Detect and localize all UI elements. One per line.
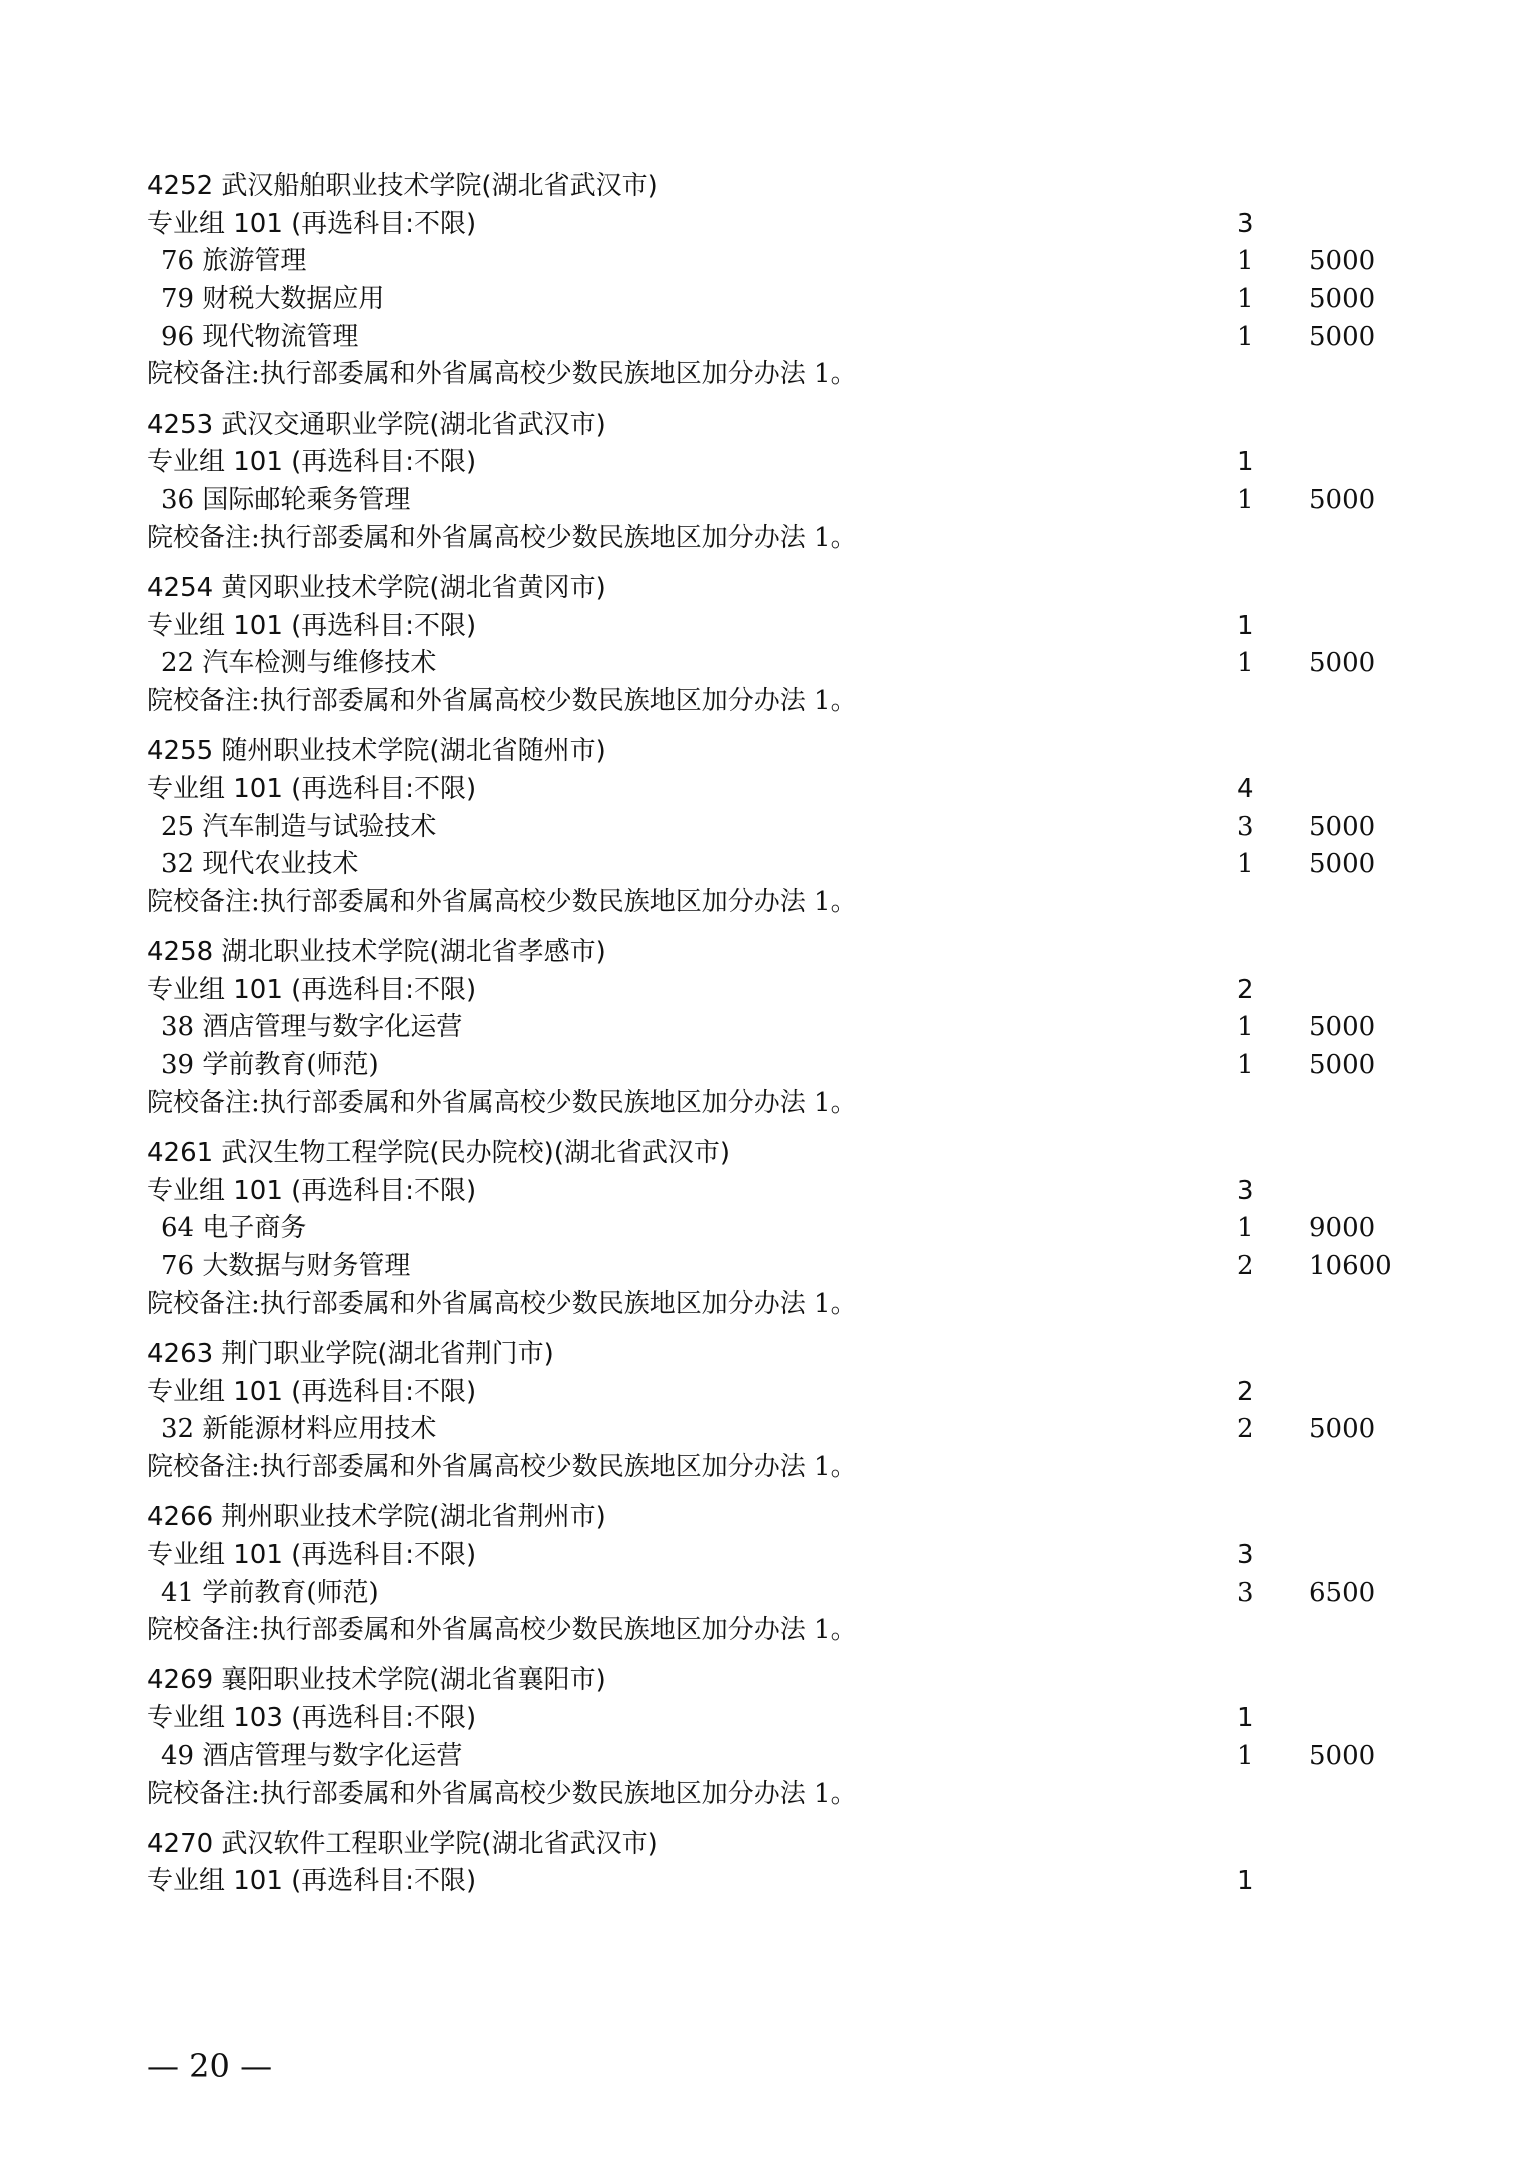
block-spacer: [147, 394, 1397, 407]
major-name: 38 酒店管理与数字化运营: [161, 1012, 463, 1043]
major-plan-count: 1: [1237, 849, 1254, 880]
major-tuition: 5000: [1309, 648, 1376, 679]
group-row: [147, 972, 1397, 1010]
school-header: 4254 黄冈职业技术学院(湖北省黄冈市): [147, 572, 606, 603]
school-header: 4258 湖北职业技术学院(湖北省孝感市): [147, 937, 606, 968]
major-row: [147, 645, 1397, 683]
block-spacer: [147, 721, 1397, 734]
major-tuition: 5000: [1309, 485, 1376, 515]
group-row: [147, 1374, 1397, 1412]
school-block: [147, 407, 1397, 570]
group-label: 专业组 101 (再选科目:不限): [147, 1376, 477, 1407]
group-row: [147, 206, 1397, 244]
group-label: 专业组 101 (再选科目:不限): [147, 1175, 477, 1206]
school-block: [147, 1826, 1397, 1901]
school-note: 院校备注:执行部委属和外省属高校少数民族地区加分办法 1。: [147, 1778, 857, 1809]
major-tuition: 5000: [1309, 811, 1376, 842]
block-spacer: [147, 1323, 1397, 1336]
school-block: [147, 1499, 1397, 1662]
group-label: 专业组 101 (再选科目:不限): [147, 208, 477, 239]
major-name: 64 电子商务: [161, 1213, 307, 1244]
major-row: [147, 809, 1397, 847]
major-tuition: 10600: [1309, 1251, 1392, 1282]
major-plan-count: 1: [1237, 246, 1254, 277]
school-header: 4253 武汉交通职业学院(湖北省武汉市): [147, 409, 606, 440]
school-note: 院校备注:执行部委属和外省属高校少数民族地区加分办法 1。: [147, 1615, 857, 1646]
major-tuition: 6500: [1309, 1577, 1376, 1608]
major-name: 39 学前教育(师范): [161, 1050, 379, 1081]
major-name: 32 现代农业技术: [161, 849, 359, 880]
major-tuition: 5000: [1309, 1740, 1376, 1771]
major-plan-count: 1: [1237, 1050, 1254, 1081]
block-spacer: [147, 922, 1397, 935]
group-total: 3: [1237, 1175, 1254, 1206]
major-plan-count: 2: [1237, 1251, 1254, 1282]
major-name: 22 汽车检测与维修技术: [161, 648, 437, 679]
major-row: [147, 482, 1397, 520]
major-row: [147, 1210, 1397, 1248]
major-tuition: 5000: [1309, 1012, 1376, 1043]
block-spacer: [147, 1123, 1397, 1136]
block-spacer: [147, 1487, 1397, 1500]
school-block: [147, 733, 1397, 934]
major-name: 49 酒店管理与数字化运营: [161, 1740, 463, 1771]
group-label: 专业组 101 (再选科目:不限): [147, 773, 477, 804]
school-note: 院校备注:执行部委属和外省属高校少数民族地区加分办法 1。: [147, 886, 857, 917]
school-block: [147, 1336, 1397, 1499]
school-block: [147, 570, 1397, 733]
school-header: 4266 荆州职业技术学院(湖北省荆州市): [147, 1502, 606, 1533]
enrollment-plan-page: [147, 168, 1397, 1901]
school-header: 4270 武汉软件工程职业学院(湖北省武汉市): [147, 1828, 658, 1859]
group-label: 专业组 101 (再选科目:不限): [147, 1539, 477, 1570]
group-total: 2: [1237, 974, 1254, 1005]
group-total: 4: [1237, 773, 1254, 804]
page-number: — 20 —: [147, 2047, 273, 2085]
major-plan-count: 1: [1237, 1740, 1254, 1771]
major-name: 79 财税大数据应用: [161, 284, 385, 315]
group-label: 专业组 101 (再选科目:不限): [147, 610, 477, 641]
school-header: 4255 随州职业技术学院(湖北省随州市): [147, 736, 606, 767]
major-plan-count: 1: [1237, 485, 1254, 515]
group-total: 1: [1237, 1866, 1254, 1897]
major-tuition: 5000: [1309, 849, 1376, 880]
major-name: 25 汽车制造与试验技术: [161, 811, 437, 842]
major-tuition: 5000: [1309, 1414, 1376, 1445]
block-spacer: [147, 1650, 1397, 1663]
major-row: [147, 1248, 1397, 1286]
major-row: [147, 281, 1397, 319]
major-name: 36 国际邮轮乘务管理: [161, 485, 411, 515]
major-row: [147, 1738, 1397, 1776]
group-label: 专业组 101 (再选科目:不限): [147, 974, 477, 1005]
major-name: 41 学前教育(师范): [161, 1577, 379, 1608]
school-header: 4261 武汉生物工程学院(民办院校)(湖北省武汉市): [147, 1138, 731, 1168]
school-note: 院校备注:执行部委属和外省属高校少数民族地区加分办法 1。: [147, 522, 857, 553]
major-row: [147, 1575, 1397, 1613]
major-name: 76 旅游管理: [161, 246, 307, 277]
school-note: 院校备注:执行部委属和外省属高校少数民族地区加分办法 1。: [147, 1288, 857, 1319]
major-name: 32 新能源材料应用技术: [161, 1414, 437, 1445]
group-row: [147, 1700, 1397, 1738]
major-row: [147, 243, 1397, 281]
major-tuition: 5000: [1309, 246, 1376, 277]
block-spacer: [147, 1813, 1397, 1826]
group-total: 1: [1237, 610, 1254, 641]
group-row: [147, 771, 1397, 809]
school-header: 4263 荆门职业学院(湖北省荆门市): [147, 1338, 554, 1369]
school-header: 4252 武汉船舶职业技术学院(湖北省武汉市): [147, 171, 658, 201]
school-note: 院校备注:执行部委属和外省属高校少数民族地区加分办法 1。: [147, 1087, 857, 1118]
school-note: 院校备注:执行部委属和外省属高校少数民族地区加分办法 1。: [147, 685, 857, 716]
major-tuition: 5000: [1309, 1050, 1376, 1081]
school-block: [147, 1662, 1397, 1825]
group-row: [147, 1173, 1397, 1211]
group-total: 2: [1237, 1376, 1254, 1407]
major-row: [147, 846, 1397, 884]
school-block: [147, 168, 1397, 407]
group-label: 专业组 101 (再选科目:不限): [147, 1866, 477, 1897]
group-label: 专业组 103 (再选科目:不限): [147, 1703, 477, 1734]
major-plan-count: 3: [1237, 1577, 1254, 1608]
block-spacer: [147, 557, 1397, 570]
major-name: 96 现代物流管理: [161, 321, 359, 352]
school-header: 4269 襄阳职业技术学院(湖北省襄阳市): [147, 1665, 606, 1696]
group-total: 3: [1237, 1539, 1254, 1570]
group-total: 3: [1237, 208, 1254, 239]
group-row: [147, 1537, 1397, 1575]
group-row: [147, 1863, 1397, 1901]
major-row: [147, 1009, 1397, 1047]
group-row: [147, 444, 1397, 482]
major-plan-count: 1: [1237, 648, 1254, 679]
major-row: [147, 1047, 1397, 1085]
major-name: 76 大数据与财务管理: [161, 1251, 411, 1282]
school-block: [147, 1135, 1397, 1336]
major-plan-count: 2: [1237, 1414, 1254, 1445]
major-row: [147, 1411, 1397, 1449]
major-plan-count: 1: [1237, 321, 1254, 352]
group-total: 1: [1237, 1703, 1254, 1734]
school-block: [147, 934, 1397, 1135]
school-note: 院校备注:执行部委属和外省属高校少数民族地区加分办法 1。: [147, 1452, 857, 1482]
group-row: [147, 608, 1397, 646]
major-tuition: 9000: [1309, 1213, 1376, 1244]
group-total: 1: [1237, 447, 1254, 478]
group-label: 专业组 101 (再选科目:不限): [147, 447, 477, 478]
major-tuition: 5000: [1309, 321, 1376, 352]
major-row: [147, 319, 1397, 357]
major-plan-count: 3: [1237, 811, 1254, 842]
major-plan-count: 1: [1237, 1012, 1254, 1043]
major-tuition: 5000: [1309, 284, 1376, 315]
school-note: 院校备注:执行部委属和外省属高校少数民族地区加分办法 1。: [147, 359, 857, 390]
major-plan-count: 1: [1237, 284, 1254, 315]
major-plan-count: 1: [1237, 1213, 1254, 1244]
